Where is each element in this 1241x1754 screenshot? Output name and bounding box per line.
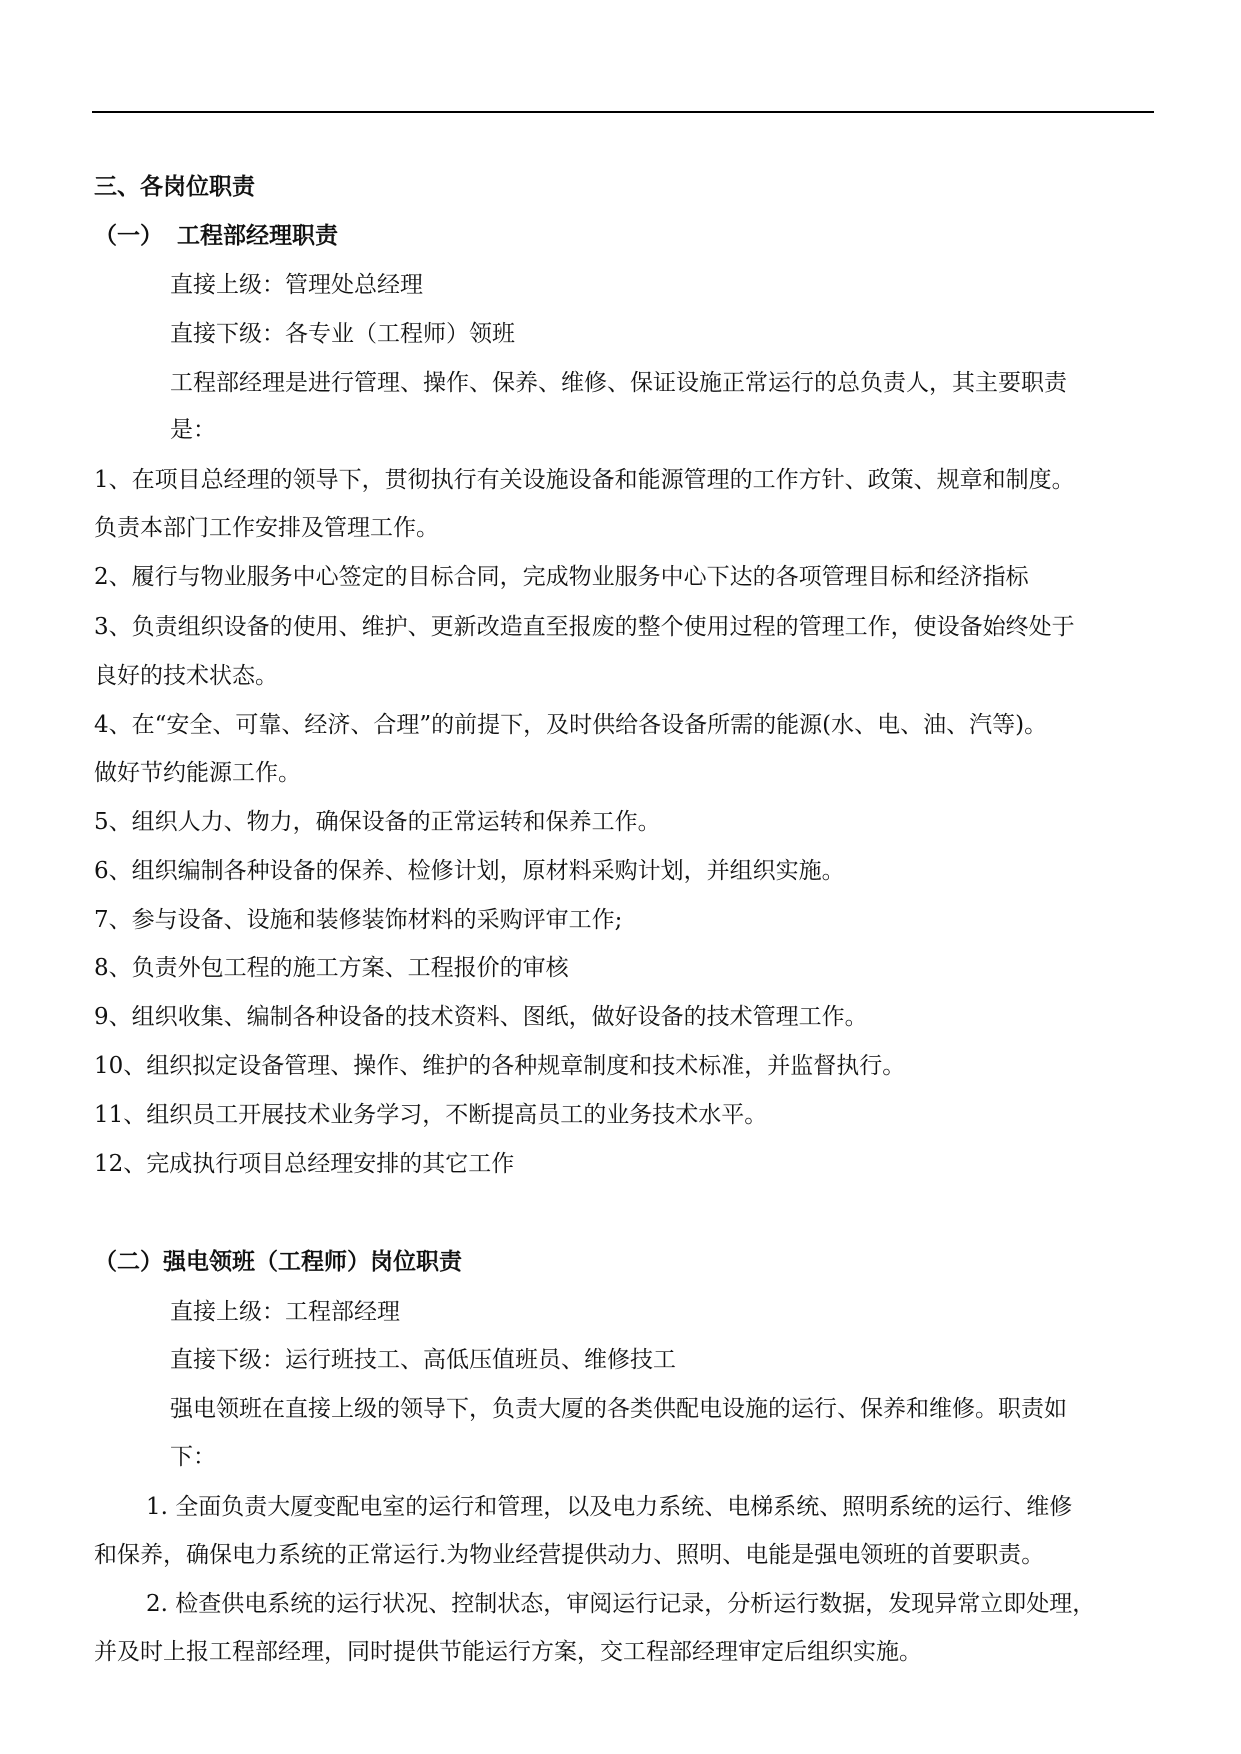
- section2-intro-line1: 强电领班在直接上级的领导下，负责大厦的各类供配电设施的运行、保养和维修。职责如: [170, 1396, 1067, 1422]
- section2-subordinate: 直接下级：运行班技工、高低压值班员、维修技工: [170, 1347, 676, 1373]
- section1-item: 2、履行与物业服务中心签定的目标合同，完成物业服务中心下达的各项管理目标和经济指标: [94, 564, 1029, 590]
- section1-item: 10、组织拟定设备管理、操作、维护的各种规章制度和技术标准，并监督执行。: [94, 1053, 906, 1079]
- section1-item: 7、参与设备、设施和装修装饰材料的采购评审工作;: [94, 907, 623, 933]
- section2-item: 2. 检查供电系统的运行状况、控制状态，审阅运行记录，分析运行数据，发现异常立即处理，: [146, 1591, 1096, 1617]
- section1-heading-text: 工程部经理职责: [177, 222, 338, 249]
- section1-item: 良好的技术状态。: [94, 663, 278, 689]
- section1-intro-line1: 工程部经理是进行管理、操作、保养、维修、保证设施正常运行的总负责人，其主要职责: [170, 370, 1067, 396]
- section2-item: 并及时上报工程部经理，同时提供节能运行方案，交工程部经理审定后组织实施。: [94, 1639, 922, 1665]
- section1-item: 负责本部门工作安排及管理工作。: [94, 515, 439, 541]
- section1-item: 3、负责组织设备的使用、维护、更新改造直至报废的整个使用过程的管理工作，使设备始终处于: [94, 614, 1075, 640]
- section1-item: 4、在“安全、可靠、经济、合理”的前提下，及时供给各设备所需的能源(水、电、油、汽等)。: [94, 712, 1048, 738]
- section2-item: 和保养，确保电力系统的正常运行.为物业经营提供动力、照明、电能是强电领班的首要职责。: [94, 1542, 1045, 1568]
- section-title: 三、各岗位职责: [94, 173, 255, 200]
- section2-superior: 直接上级：工程部经理: [170, 1299, 400, 1325]
- section1-item: 做好节约能源工作。: [94, 760, 301, 786]
- section1-item: 6、组织编制各种设备的保养、检修计划，原材料采购计划，并组织实施。: [94, 858, 845, 884]
- section1-superior: 直接上级：管理处总经理: [170, 272, 423, 298]
- section1-item: 5、组织人力、物力，确保设备的正常运转和保养工作。: [94, 809, 661, 835]
- section1-heading: [94, 221, 338, 251]
- header-rule: [92, 111, 1154, 113]
- section2-item: 1. 全面负责大厦变配电室的运行和管理，以及电力系统、电梯系统、照明系统的运行、维修: [146, 1494, 1073, 1520]
- section1-item: 8、负责外包工程的施工方案、工程报价的审核: [94, 955, 569, 981]
- section1-heading-num: （一）: [94, 222, 163, 249]
- section2-intro-line2: 下：: [170, 1444, 216, 1470]
- section1-item: 12、完成执行项目总经理安排的其它工作: [94, 1151, 515, 1177]
- section2-heading: （二）强电领班（工程师）岗位职责: [94, 1248, 462, 1275]
- section1-subordinate: 直接下级：各专业（工程师）领班: [170, 321, 515, 347]
- section1-item: 11、组织员工开展技术业务学习，不断提高员工的业务技术水平。: [94, 1102, 768, 1128]
- section1-item: 1、在项目总经理的领导下，贯彻执行有关设施设备和能源管理的工作方针、政策、规章和制度。: [94, 467, 1075, 493]
- section1-intro-line2: 是：: [170, 417, 216, 443]
- section1-item: 9、组织收集、编制各种设备的技术资料、图纸，做好设备的技术管理工作。: [94, 1004, 868, 1030]
